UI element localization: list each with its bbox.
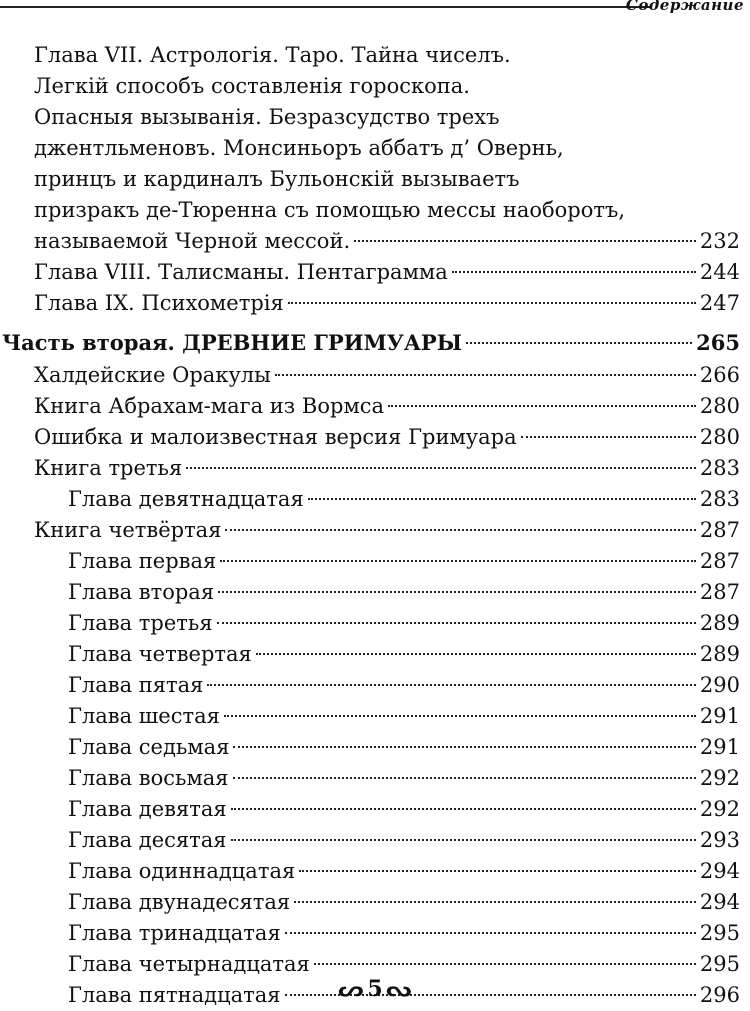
toc-page-number: 244 [699, 260, 740, 284]
toc-entry-title: Халдейские Оракулы [34, 363, 271, 387]
toc-entry [68, 825, 740, 856]
toc-entry [68, 918, 740, 949]
toc-entry-title: Глава первая [68, 549, 217, 573]
dot-leader [308, 498, 696, 500]
toc-page-number: 266 [699, 363, 740, 387]
ornament-left-icon: ᔕ [338, 977, 364, 1001]
dot-leader [299, 870, 696, 872]
toc-entry [68, 887, 740, 918]
toc-page-number: 280 [699, 425, 740, 449]
toc-entry [34, 360, 740, 391]
page-number: 5 [367, 976, 383, 1002]
toc-entry-title: Глава пятая [68, 673, 204, 697]
page-footer [0, 976, 750, 1002]
toc-entry [68, 856, 740, 887]
ornament-right-icon: ᔓ [386, 977, 412, 1001]
toc-entry-title: Ошибка и малоизвестная версия Гримуара [34, 425, 517, 449]
toc-page-number: 294 [699, 890, 740, 914]
toc-entry [68, 670, 740, 701]
toc-entry-chapter-8 [34, 257, 740, 288]
dot-leader [233, 777, 696, 779]
toc-entry [68, 763, 740, 794]
toc-entry-title: Глава одиннадцатая [68, 859, 296, 883]
toc-entry-title: Глава VIII. Талисманы. Пентаграмма [34, 260, 448, 284]
dot-leader [288, 302, 696, 304]
toc-entry-line: принцъ и кардиналъ Бульонскій вызываетъ [34, 167, 520, 191]
toc-entry [34, 515, 740, 546]
dot-leader [452, 271, 696, 273]
toc-entry-title: Книга Абрахам-мага из Вормса [34, 394, 385, 418]
toc-entry-title: Глава тринадцатая [68, 921, 281, 945]
toc-entry-title: Книга четвёртая [34, 518, 222, 542]
toc-entry-line: Опасныя вызыванія. Безразсудство трехъ [34, 105, 500, 129]
dot-leader [218, 591, 696, 593]
toc-entry-title: Глава шестая [68, 704, 220, 728]
toc-page-number: 291 [699, 735, 740, 759]
dot-leader [466, 342, 692, 344]
toc-entry-chapter-9 [34, 288, 740, 319]
toc-entry [68, 484, 740, 515]
dot-leader [225, 529, 695, 531]
toc-entry [68, 577, 740, 608]
dot-leader [224, 715, 696, 717]
toc-entry [68, 732, 740, 763]
header-rule [0, 6, 650, 8]
dot-leader [233, 746, 695, 748]
toc-page-number: 294 [699, 859, 740, 883]
toc-page-number: 232 [699, 229, 740, 253]
toc-page-number: 283 [699, 456, 740, 480]
dot-leader [186, 467, 696, 469]
dot-leader [256, 653, 696, 655]
toc-entry [34, 453, 740, 484]
dot-leader [231, 839, 696, 841]
toc-entry-title: Глава пятнадцатая [68, 983, 281, 1007]
table-of-contents [0, 40, 740, 1011]
toc-page-number: 247 [699, 291, 740, 315]
running-head: Содержание [625, 0, 744, 14]
toc-page-number: 289 [699, 611, 740, 635]
toc-page-number: 265 [696, 330, 740, 355]
toc-entry-title: Глава девятнадцатая [68, 487, 304, 511]
toc-page-number: 295 [699, 921, 740, 945]
toc-entry [68, 701, 740, 732]
toc-page-number: 296 [699, 983, 740, 1007]
dot-leader [314, 963, 696, 965]
toc-entry-title: Книга третья [34, 456, 183, 480]
toc-entry-title: Глава IX. Психометрія [34, 291, 284, 315]
dot-leader [354, 240, 696, 242]
toc-entry-title: Глава девятая [68, 797, 227, 821]
toc-page-number: 287 [699, 518, 740, 542]
dot-leader [220, 560, 696, 562]
toc-entry [34, 422, 740, 453]
toc-entry [68, 546, 740, 577]
toc-entry [68, 608, 740, 639]
dot-leader [207, 684, 695, 686]
dot-leader [521, 436, 696, 438]
toc-page-number: 292 [699, 766, 740, 790]
toc-page-number: 295 [699, 952, 740, 976]
toc-entry-line: призракъ де-Тюренна съ помощью мессы наоборотъ, [34, 198, 626, 222]
toc-page-number: 287 [699, 580, 740, 604]
toc-entry-title: Глава седьмая [68, 735, 230, 759]
toc-page-number: 293 [699, 828, 740, 852]
toc-page-number: 287 [699, 549, 740, 573]
toc-page-number: 291 [699, 704, 740, 728]
toc-entry-title: Глава третья [68, 611, 213, 635]
toc-page-number: 292 [699, 797, 740, 821]
toc-entry-title: Глава вторая [68, 580, 215, 604]
toc-entry [34, 391, 740, 422]
toc-page-number: 289 [699, 642, 740, 666]
toc-entry-title: Глава четвертая [68, 642, 252, 666]
toc-entry-title: Глава четырнадцатая [68, 952, 310, 976]
toc-entry-title: Глава десятая [68, 828, 227, 852]
dot-leader [285, 932, 696, 934]
dot-leader [217, 622, 696, 624]
toc-entry-line: джентльменовъ. Монсиньоръ аббатъ д’ Овернь, [34, 136, 564, 160]
toc-page-number: 283 [699, 487, 740, 511]
toc-entry [68, 794, 740, 825]
toc-page-number: 280 [699, 394, 740, 418]
dot-leader [231, 808, 696, 810]
toc-entry [68, 639, 740, 670]
dot-leader [294, 901, 696, 903]
toc-part-heading [2, 327, 740, 358]
toc-page-number: 290 [699, 673, 740, 697]
toc-entry-title: Глава двунадесятая [68, 890, 291, 914]
part-title: Часть вторая. ДРЕВНИЕ ГРИМУАРЫ [2, 330, 462, 355]
toc-entry-line: Глава VII. Астрологія. Таро. Тайна чиселъ. [34, 43, 511, 67]
dot-leader [275, 374, 696, 376]
toc-entry-chapter-7 [34, 40, 740, 257]
dot-leader [388, 405, 696, 407]
toc-entry-line: называемой Черной мессой. [34, 229, 351, 253]
toc-entry-line: Легкій способъ составленія гороскопа. [34, 74, 470, 98]
toc-entry-title: Глава восьмая [68, 766, 229, 790]
